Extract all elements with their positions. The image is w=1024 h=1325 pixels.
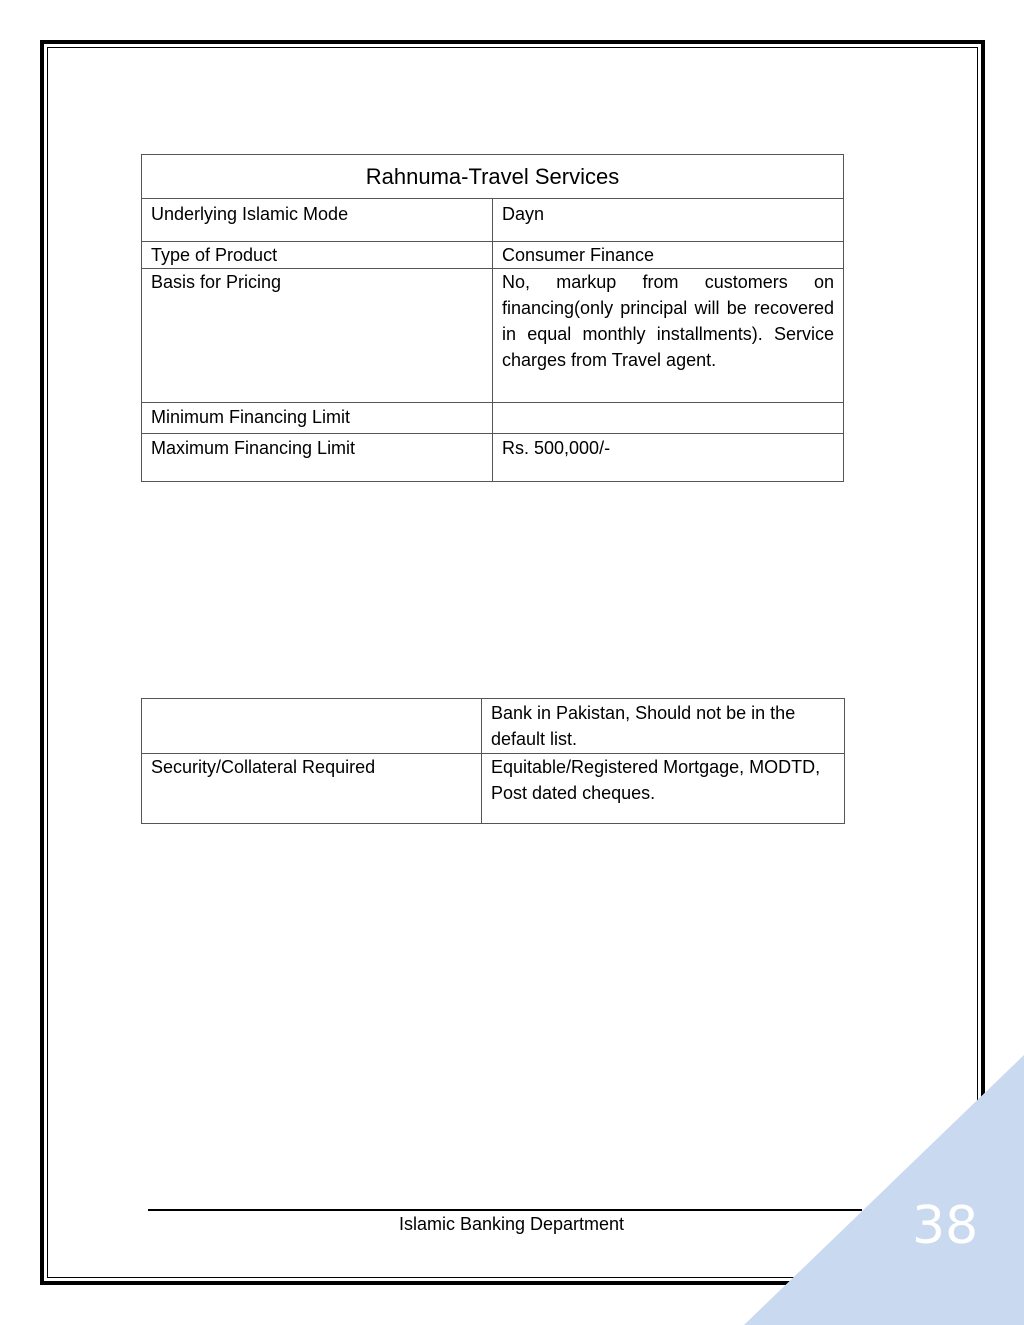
row-label: Basis for Pricing (142, 269, 493, 403)
table-row (142, 403, 844, 434)
row-label: Minimum Financing Limit (142, 403, 493, 434)
table-title-row (142, 155, 844, 199)
row-label: Security/Collateral Required (142, 754, 482, 824)
footer-department: Islamic Banking Department (398, 1214, 625, 1234)
table-row (142, 242, 844, 269)
row-value: No, markup from customers on financing(only principal will be recovered in equal monthly installments). Service charges from Travel agent. (493, 269, 844, 403)
row-value: Consumer Finance (493, 242, 844, 269)
row-value: Equitable/Registered Mortgage, MODTD, Post dated cheques. (482, 754, 845, 824)
table-row (142, 199, 844, 242)
table-row (142, 754, 845, 824)
row-label (142, 699, 482, 754)
row-label: Underlying Islamic Mode (142, 199, 493, 242)
row-value: Dayn (493, 199, 844, 242)
eligibility-security-table (141, 698, 845, 824)
page-number: 38 (912, 1196, 979, 1256)
table-row (142, 699, 845, 754)
table-title: Rahnuma-Travel Services (142, 155, 844, 199)
row-value (493, 403, 844, 434)
table-row (142, 434, 844, 482)
product-spec-table (141, 154, 844, 482)
table-row (142, 269, 844, 403)
row-label: Type of Product (142, 242, 493, 269)
row-value: Rs. 500,000/- (493, 434, 844, 482)
row-label: Maximum Financing Limit (142, 434, 493, 482)
footer-divider (148, 1209, 862, 1211)
row-value: Bank in Pakistan, Should not be in the default list. (482, 699, 845, 754)
